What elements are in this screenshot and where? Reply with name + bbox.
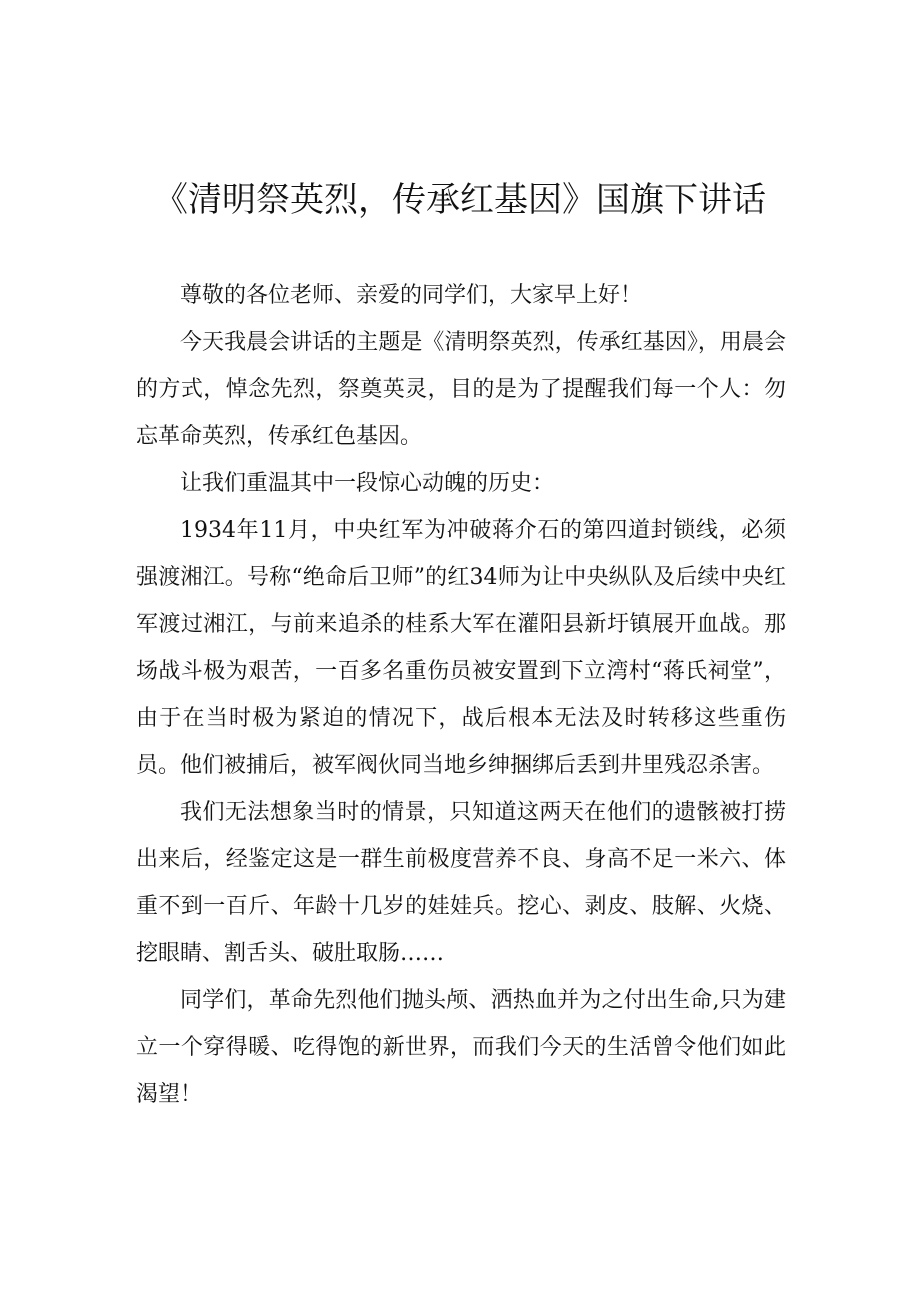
document-body [136,272,786,1118]
paragraph-history: 1934年11月，中央红军为冲破蒋介石的第四道封锁线，必须强渡湘江。号称“绝命后卫师”的红34师为让中央纵队及后续中央红军渡过湘江，与前来追杀的桂系大军在灌阳县新圩镇展开血战。那场战斗极为艰苦，一百多名重伤员被安置到下立湾村“蒋氏祠堂”，由于在当时极为紧迫的情况下，战后根本无法及时转移这些重伤员。他们被捕后，被军阀伙同当地乡绅捆绑后丢到井里残忍杀害。 [136,518,786,778]
paragraph-greeting: 尊敬的各位老师、亲爱的同学们，大家早上好！ [180,283,643,308]
paragraph-theme: 今天我晨会讲话的主题是《清明祭英烈，传承红基因》，用晨会的方式，悼念先烈，祭奠英灵，目的是为了提醒我们每一个人：勿忘革命英烈，传承红色基因。 [136,330,786,449]
paragraph-appeal: 同学们，革命先烈他们抛头颅、洒热血并为之付出生命,只为建立一个穿得暖、吃得饱的新世界，而我们今天的生活曾令他们如此渴望！ [136,988,786,1107]
paragraph-history-intro: 让我们重温其中一段惊心动魄的历史： [180,471,555,496]
document-title: 《清明祭英烈，传承红基因》国旗下讲话 [154,180,766,220]
paragraph-remains: 我们无法想象当时的情景，只知道这两天在他们的遗骸被打捞出来后，经鉴定这是一群生前极度营养不良、身高不足一米六、体重不到一百斤、年龄十几岁的娃娃兵。挖心、剥皮、肢解、火烧、挖眼睛、割舌头、破肚取肠…… [136,800,786,966]
